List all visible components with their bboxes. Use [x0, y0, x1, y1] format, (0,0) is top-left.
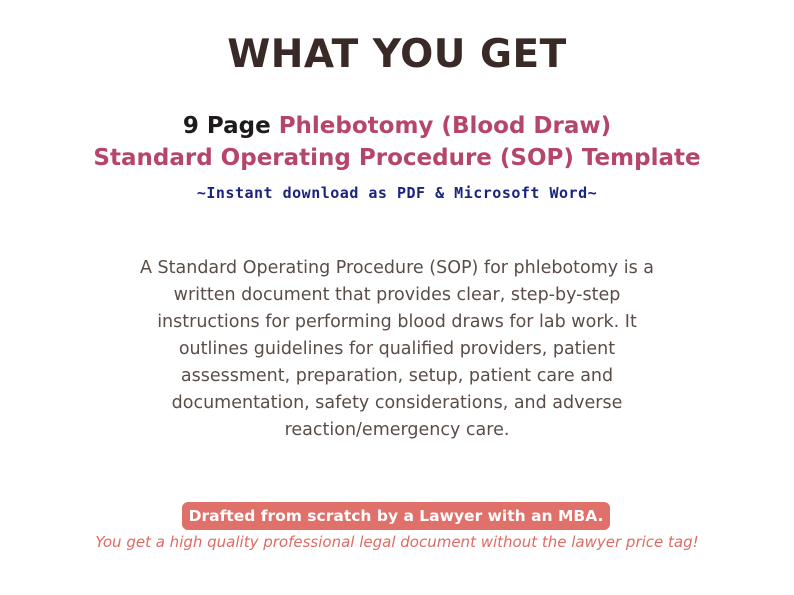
- tagline: You get a high quality professional legal document without the lawyer price tag!: [95, 533, 699, 551]
- description-line: instructions for performing blood draws for lab work. It: [157, 312, 637, 332]
- page-headline: WHAT YOU GET: [227, 32, 567, 77]
- product-title-line1: [0, 113, 794, 139]
- product-name-line2: Standard Operating Procedure (SOP) Template: [93, 145, 701, 171]
- description-line: written document that provides clear, step-by-step: [173, 285, 621, 305]
- delivery-note: ~Instant download as PDF & Microsoft Word~: [196, 184, 598, 202]
- description-line: assessment, preparation, setup, patient care and: [180, 366, 614, 386]
- description-line: outlines guidelines for qualified providers, patient: [178, 339, 616, 359]
- description-line: reaction/emergency care.: [284, 420, 510, 440]
- description-line: A Standard Operating Procedure (SOP) for phlebotomy is a: [140, 258, 654, 278]
- page-count-label: 9 Page: [182, 113, 271, 139]
- author-badge: Drafted from scratch by a Lawyer with an MBA.: [182, 502, 610, 530]
- description-paragraph: [117, 255, 677, 444]
- description-line: documentation, safety considerations, and adverse: [171, 393, 623, 413]
- product-name-line1: Phlebotomy (Blood Draw): [278, 113, 612, 139]
